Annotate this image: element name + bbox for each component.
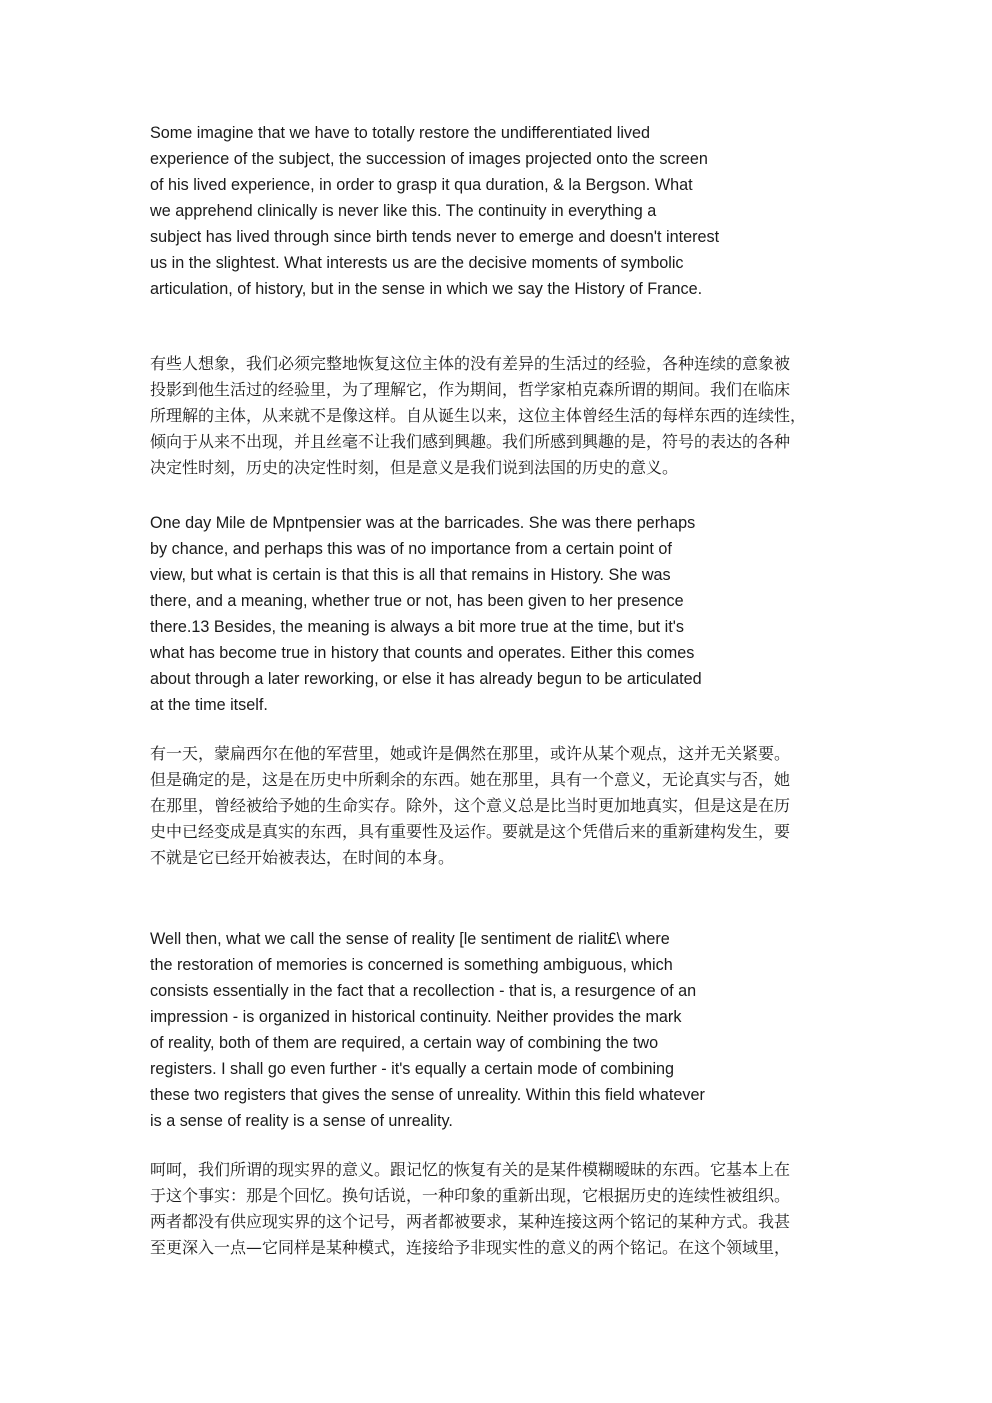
text-line: of reality, both of them are required, a certain way of combining the two: [150, 1034, 659, 1052]
text-line: we apprehend clinically is never like this. The continuity in everything a: [150, 202, 657, 220]
text-line: 两者都没有供应现实界的这个记号，两者都被要求，某种连接这两个铭记的某种方式。我甚: [150, 1212, 791, 1231]
text-line: consists essentially in the fact that a recollection - that is, a resurgence of an: [150, 982, 697, 1000]
chinese-paragraph-1: [150, 351, 844, 481]
text-line: registers. I shall go even further - it's equally a certain mode of combining: [150, 1060, 675, 1078]
text-line: 有些人想象，我们必须完整地恢复这位主体的没有差异的生活过的经验，各种连续的意象被: [150, 354, 791, 373]
text-line: 于这个事实：那是个回忆。换句话说，一种印象的重新出现，它根据历史的连续性被组织。: [150, 1186, 791, 1205]
text-line: One day Mile de Mpntpensier was at the barricades. She was there perhaps: [150, 514, 696, 532]
chinese-paragraph-3: [150, 1157, 844, 1261]
text-line: by chance, and perhaps this was of no importance from a certain point of: [150, 540, 672, 558]
text-line: experience of the subject, the succession of images projected onto the screen: [150, 150, 708, 168]
text-line: 至更深入一点—它同样是某种模式，连接给予非现实性的意义的两个铭记。在这个领域里，: [150, 1238, 791, 1257]
english-paragraph-2: [150, 510, 702, 718]
text-line: 呵呵，我们所谓的现实界的意义。跟记忆的恢复有关的是某件模糊暧昧的东西。它基本上在: [150, 1160, 791, 1179]
text-line: 不就是它已经开始被表达，在时间的本身。: [150, 848, 455, 867]
text-line: these two registers that gives the sense of unreality. Within this field whatever: [150, 1086, 705, 1104]
text-line: 倾向于从来不出现，并且丝毫不让我们感到興趣。我们所感到興趣的是，符号的表达的各种: [150, 432, 791, 451]
text-line: 有一天，蒙扁西尔在他的军营里，她或许是偶然在那里，或许从某个观点，这并无关紧要。: [150, 744, 791, 763]
text-line: is a sense of reality is a sense of unreality.: [150, 1112, 453, 1130]
text-line: what has become true in history that counts and operates. Either this comes: [150, 644, 695, 662]
text-line: at the time itself.: [150, 696, 268, 714]
text-line: impression - is organized in historical continuity. Neither provides the mark: [150, 1008, 682, 1026]
text-line: 投影到他生活过的经验里，为了理解它，作为期间，哲学家柏克森所谓的期间。我们在临床: [150, 380, 791, 399]
text-line: Some imagine that we have to totally restore the undifferentiated lived: [150, 124, 651, 142]
text-line: 决定性时刻，历史的决定性时刻，但是意义是我们说到法国的历史的意义。: [150, 458, 679, 477]
text-line: Well then, what we call the sense of reality [le sentiment de rialit£\ where: [150, 930, 670, 948]
text-line: there.13 Besides, the meaning is always a bit more true at the time, but it's: [150, 618, 684, 636]
text-line: 在那里，曾经被给予她的生命实存。除外，这个意义总是比当时更加地真实，但是这是在历: [150, 796, 791, 815]
text-line: 史中已经变成是真实的东西，具有重要性及运作。要就是这个凭借后来的重新建构发生，要: [150, 822, 791, 841]
text-line: articulation, of history, but in the sense in which we say the History of France.: [150, 280, 703, 298]
text-line: 所理解的主体，从来就不是像这样。自从诞生以来，这位主体曾经生活的每样东西的连续性，: [150, 406, 807, 425]
text-line: there, and a meaning, whether true or not, has been given to her presence: [150, 592, 684, 610]
text-line: the restoration of memories is concerned is something ambiguous, which: [150, 956, 673, 974]
text-line: about through a later reworking, or else it has already begun to be articulated: [150, 670, 702, 688]
text-line: subject has lived through since birth tends never to emerge and doesn't interest: [150, 228, 720, 246]
english-paragraph-1: [150, 120, 719, 302]
text-line: view, but what is certain is that this is all that remains in History. She was: [150, 566, 671, 584]
text-line: of his lived experience, in order to grasp it qua duration, & la Bergson. What: [150, 176, 693, 194]
text-line: us in the slightest. What interests us are the decisive moments of symbolic: [150, 254, 684, 272]
chinese-paragraph-2: [150, 741, 844, 871]
text-line: 但是确定的是，这是在历史中所剩余的东西。她在那里，具有一个意义，无论真实与否，她: [150, 770, 791, 789]
english-paragraph-3: [150, 926, 705, 1134]
